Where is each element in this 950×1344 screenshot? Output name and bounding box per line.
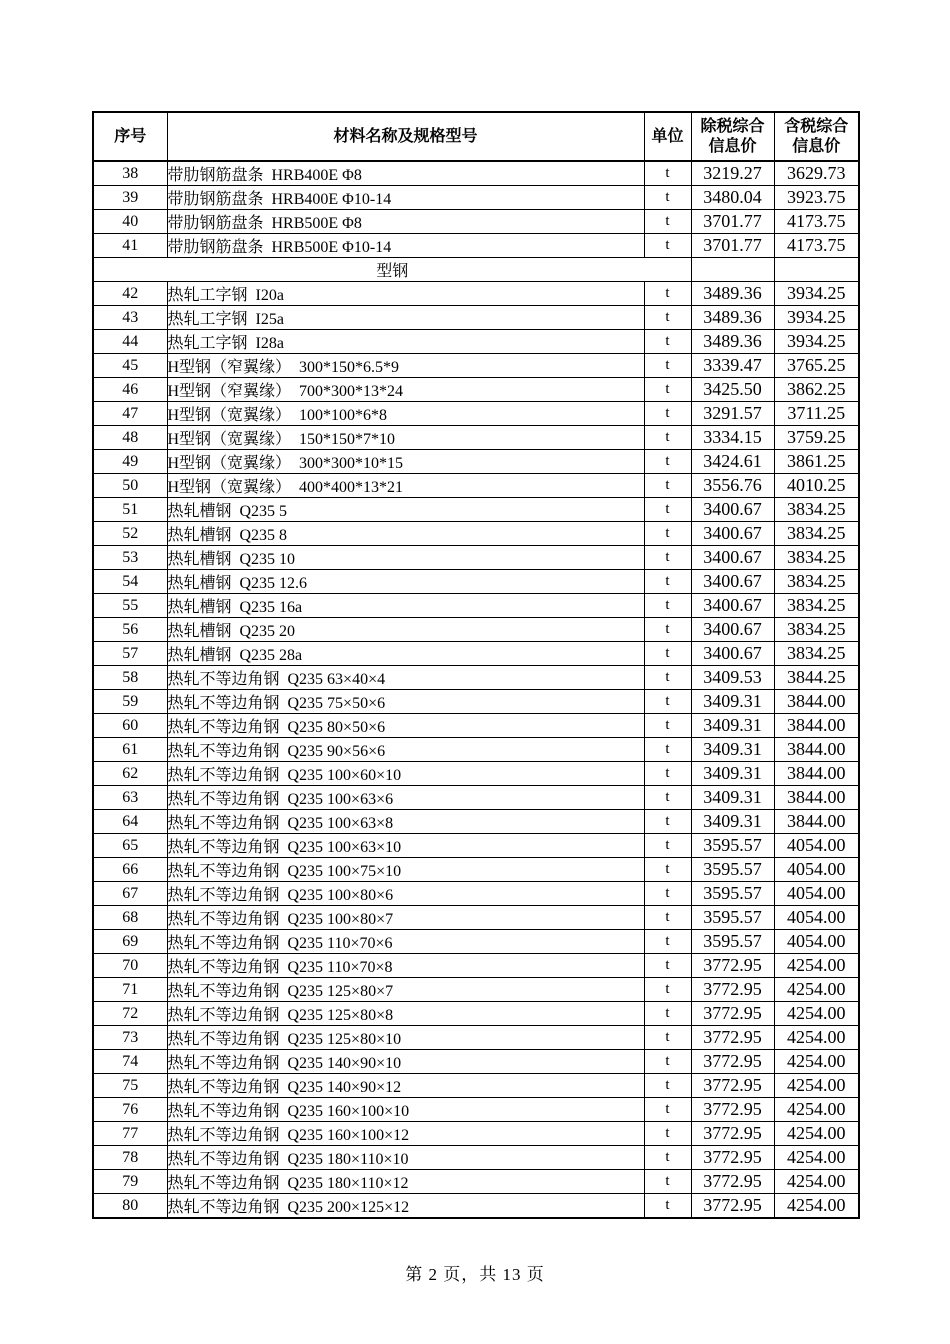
serial-number: 51: [93, 498, 167, 522]
price-excl-tax: 3400.67: [691, 522, 774, 546]
price-incl-tax: 4054.00: [774, 858, 859, 882]
serial-number: 67: [93, 882, 167, 906]
material-name: 热轧不等边角钢 Q235 90×56×6: [167, 738, 644, 762]
serial-number: 46: [93, 378, 167, 402]
price-excl-tax: 3772.95: [691, 1170, 774, 1194]
serial-number: 65: [93, 834, 167, 858]
material-name: 热轧不等边角钢 Q235 100×63×6: [167, 786, 644, 810]
table-row: [93, 666, 859, 690]
material-name: 热轧不等边角钢 Q235 75×50×6: [167, 690, 644, 714]
material-name: H型钢（宽翼缘） 400*400*13*21: [167, 474, 644, 498]
unit: t: [644, 378, 691, 402]
unit: t: [644, 810, 691, 834]
unit: t: [644, 330, 691, 354]
table-row: [93, 810, 859, 834]
unit: t: [644, 402, 691, 426]
serial-number: 64: [93, 810, 167, 834]
price-incl-tax: 4054.00: [774, 882, 859, 906]
price-incl-tax: 4254.00: [774, 1050, 859, 1074]
price-incl-tax: 4254.00: [774, 1074, 859, 1098]
unit: t: [644, 450, 691, 474]
table-row: [93, 1026, 859, 1050]
price-excl-tax: 3772.95: [691, 954, 774, 978]
unit: t: [644, 498, 691, 522]
price-excl-tax: 3291.57: [691, 402, 774, 426]
price-incl-tax: 4254.00: [774, 1170, 859, 1194]
table-row: [93, 354, 859, 378]
material-name: 热轧不等边角钢 Q235 63×40×4: [167, 666, 644, 690]
material-name: 热轧槽钢 Q235 5: [167, 498, 644, 522]
material-name: H型钢（宽翼缘） 300*300*10*15: [167, 450, 644, 474]
table-row: [93, 426, 859, 450]
unit: t: [644, 306, 691, 330]
table-row: [93, 978, 859, 1002]
material-name: 热轧槽钢 Q235 28a: [167, 642, 644, 666]
price-excl-tax: 3701.77: [691, 210, 774, 234]
price-excl-tax: 3480.04: [691, 186, 774, 210]
serial-number: 62: [93, 762, 167, 786]
serial-number: 43: [93, 306, 167, 330]
price-incl-tax: 3844.00: [774, 786, 859, 810]
price-incl-tax: 3834.25: [774, 498, 859, 522]
material-name: 热轧槽钢 Q235 8: [167, 522, 644, 546]
price-incl-tax: 4254.00: [774, 1194, 859, 1219]
material-name: 热轧槽钢 Q235 10: [167, 546, 644, 570]
unit: t: [644, 978, 691, 1002]
serial-number: 42: [93, 282, 167, 306]
table-row: [93, 1170, 859, 1194]
unit: t: [644, 642, 691, 666]
table-row: [93, 402, 859, 426]
material-name: 热轧不等边角钢 Q235 200×125×12: [167, 1194, 644, 1219]
section-label: 型钢: [93, 258, 691, 282]
material-name: 热轧不等边角钢 Q235 100×60×10: [167, 762, 644, 786]
serial-number: 39: [93, 186, 167, 210]
table-row: [93, 1050, 859, 1074]
serial-number: 47: [93, 402, 167, 426]
price-incl-tax: 4254.00: [774, 978, 859, 1002]
price-incl-tax: 3844.00: [774, 738, 859, 762]
material-name: 热轧不等边角钢 Q235 100×63×8: [167, 810, 644, 834]
serial-number: 73: [93, 1026, 167, 1050]
serial-number: 54: [93, 570, 167, 594]
material-name: 热轧工字钢 I28a: [167, 330, 644, 354]
material-name: 带肋钢筋盘条 HRB500E Φ10-14: [167, 234, 644, 258]
serial-number: 53: [93, 546, 167, 570]
serial-number: 59: [93, 690, 167, 714]
table-row: [93, 786, 859, 810]
material-name: H型钢（宽翼缘） 100*100*6*8: [167, 402, 644, 426]
price-incl-tax: 3844.00: [774, 690, 859, 714]
table-row: [93, 714, 859, 738]
price-incl-tax: 4254.00: [774, 1026, 859, 1050]
serial-number: 55: [93, 594, 167, 618]
serial-number: 72: [93, 1002, 167, 1026]
serial-number: 57: [93, 642, 167, 666]
serial-number: 41: [93, 234, 167, 258]
unit: t: [644, 738, 691, 762]
price-excl-tax: 3334.15: [691, 426, 774, 450]
table-row: [93, 906, 859, 930]
material-name: H型钢（宽翼缘） 150*150*7*10: [167, 426, 644, 450]
serial-number: 75: [93, 1074, 167, 1098]
price-incl-tax: 4254.00: [774, 1122, 859, 1146]
serial-number: 40: [93, 210, 167, 234]
unit: t: [644, 786, 691, 810]
price-incl-tax: 4254.00: [774, 1146, 859, 1170]
material-name: 带肋钢筋盘条 HRB500E Φ8: [167, 210, 644, 234]
table-row: [93, 642, 859, 666]
serial-number: 56: [93, 618, 167, 642]
table-row: [93, 618, 859, 642]
unit: t: [644, 834, 691, 858]
serial-number: 69: [93, 930, 167, 954]
unit: t: [644, 546, 691, 570]
price-incl-tax: 3934.25: [774, 306, 859, 330]
header-unit: 单位: [644, 112, 691, 161]
unit: t: [644, 570, 691, 594]
price-excl-tax: 3772.95: [691, 1074, 774, 1098]
unit: t: [644, 522, 691, 546]
price-incl-tax: 3834.25: [774, 594, 859, 618]
material-name: 带肋钢筋盘条 HRB400E Φ8: [167, 161, 644, 186]
price-excl-tax: 3400.67: [691, 570, 774, 594]
table-row: [93, 450, 859, 474]
serial-number: 60: [93, 714, 167, 738]
unit: t: [644, 906, 691, 930]
table-row: [93, 1122, 859, 1146]
header-price-excl-tax: 除税综合信息价: [691, 112, 774, 161]
material-name: 热轧不等边角钢 Q235 100×75×10: [167, 858, 644, 882]
table-row: [93, 594, 859, 618]
price-excl-tax: 3772.95: [691, 1122, 774, 1146]
price-excl-tax: 3400.67: [691, 546, 774, 570]
price-excl-tax: 3400.67: [691, 642, 774, 666]
unit: t: [644, 1050, 691, 1074]
table-row: [93, 234, 859, 258]
price-incl-tax: 3934.25: [774, 330, 859, 354]
unit: t: [644, 618, 691, 642]
serial-number: 49: [93, 450, 167, 474]
serial-number: 79: [93, 1170, 167, 1194]
serial-number: 80: [93, 1194, 167, 1219]
unit: t: [644, 1074, 691, 1098]
material-name: H型钢（窄翼缘） 700*300*13*24: [167, 378, 644, 402]
price-incl-tax: 3834.25: [774, 522, 859, 546]
price-excl-tax: 3339.47: [691, 354, 774, 378]
price-excl-tax: 3772.95: [691, 978, 774, 1002]
price-excl-tax: 3595.57: [691, 834, 774, 858]
price-excl-tax: 3772.95: [691, 1194, 774, 1219]
price-incl-tax: 4254.00: [774, 1002, 859, 1026]
price-excl-tax: 3489.36: [691, 330, 774, 354]
unit: t: [644, 186, 691, 210]
price-incl-tax: 3844.00: [774, 810, 859, 834]
price-excl-tax: 3409.31: [691, 738, 774, 762]
unit: t: [644, 426, 691, 450]
price-excl-tax: 3409.31: [691, 762, 774, 786]
serial-number: 66: [93, 858, 167, 882]
price-excl-tax: 3400.67: [691, 594, 774, 618]
price-excl-tax: 3400.67: [691, 618, 774, 642]
price-excl-tax: 3219.27: [691, 161, 774, 186]
material-name: H型钢（窄翼缘） 300*150*6.5*9: [167, 354, 644, 378]
material-name: 热轧不等边角钢 Q235 180×110×10: [167, 1146, 644, 1170]
table-row: [93, 690, 859, 714]
unit: t: [644, 882, 691, 906]
price-excl-tax: 3772.95: [691, 1026, 774, 1050]
page-number: 第 2 页，共 13 页: [405, 1265, 545, 1284]
price-excl-tax: 3409.31: [691, 810, 774, 834]
price-excl-tax: 3409.31: [691, 690, 774, 714]
unit: t: [644, 954, 691, 978]
unit: t: [644, 210, 691, 234]
unit: t: [644, 1002, 691, 1026]
price-incl-tax: 3844.00: [774, 762, 859, 786]
table-header-row: [93, 112, 859, 161]
price-incl-tax: 3934.25: [774, 282, 859, 306]
table-row: [93, 1146, 859, 1170]
price-incl-tax: 4173.75: [774, 234, 859, 258]
table-row: [93, 1002, 859, 1026]
price-incl-tax: 4010.25: [774, 474, 859, 498]
material-name: 热轧不等边角钢 Q235 180×110×12: [167, 1170, 644, 1194]
header-serial-number: 序号: [93, 112, 167, 161]
price-excl-tax: 3400.67: [691, 498, 774, 522]
table-row: [93, 954, 859, 978]
serial-number: 50: [93, 474, 167, 498]
unit: t: [644, 1146, 691, 1170]
price-incl-tax: 3834.25: [774, 642, 859, 666]
table-row: [93, 498, 859, 522]
material-name: 热轧不等边角钢 Q235 125×80×8: [167, 1002, 644, 1026]
price-excl-tax: 3489.36: [691, 282, 774, 306]
table-row: [93, 282, 859, 306]
unit: t: [644, 1194, 691, 1219]
price-excl-tax: 3772.95: [691, 1050, 774, 1074]
serial-number: 71: [93, 978, 167, 1002]
material-name: 热轧槽钢 Q235 20: [167, 618, 644, 642]
table-row: [93, 834, 859, 858]
price-excl-tax: 3595.57: [691, 858, 774, 882]
price-excl-tax: 3595.57: [691, 930, 774, 954]
unit: t: [644, 1026, 691, 1050]
serial-number: 63: [93, 786, 167, 810]
unit: t: [644, 762, 691, 786]
table-body: [93, 161, 859, 1218]
price-incl-tax: 3629.73: [774, 161, 859, 186]
table-row: [93, 570, 859, 594]
table-row: [93, 1098, 859, 1122]
price-excl-tax: 3556.76: [691, 474, 774, 498]
table-row: [93, 161, 859, 186]
unit: t: [644, 858, 691, 882]
unit: t: [644, 1098, 691, 1122]
unit: t: [644, 161, 691, 186]
material-name: 热轧不等边角钢 Q235 110×70×8: [167, 954, 644, 978]
serial-number: 44: [93, 330, 167, 354]
material-name: 热轧不等边角钢 Q235 125×80×7: [167, 978, 644, 1002]
unit: t: [644, 714, 691, 738]
unit: t: [644, 690, 691, 714]
price-incl-tax: 3711.25: [774, 402, 859, 426]
material-name: 热轧不等边角钢 Q235 100×63×10: [167, 834, 644, 858]
price-incl-tax: 4054.00: [774, 930, 859, 954]
unit: t: [644, 234, 691, 258]
price-incl-tax: 3834.25: [774, 546, 859, 570]
serial-number: 74: [93, 1050, 167, 1074]
price-excl-tax: 3489.36: [691, 306, 774, 330]
price-incl-tax: 3844.25: [774, 666, 859, 690]
table-row: [93, 1074, 859, 1098]
serial-number: 48: [93, 426, 167, 450]
serial-number: 70: [93, 954, 167, 978]
material-name: 热轧不等边角钢 Q235 160×100×12: [167, 1122, 644, 1146]
serial-number: 52: [93, 522, 167, 546]
unit: t: [644, 1170, 691, 1194]
table-row: [93, 330, 859, 354]
unit: t: [644, 666, 691, 690]
material-name: 带肋钢筋盘条 HRB400E Φ10-14: [167, 186, 644, 210]
price-incl-tax: 4254.00: [774, 1098, 859, 1122]
serial-number: 68: [93, 906, 167, 930]
table-row: [93, 546, 859, 570]
price-incl-tax: 3834.25: [774, 570, 859, 594]
table-row: [93, 306, 859, 330]
table-row: [93, 858, 859, 882]
section-row: [93, 258, 859, 282]
table-row: [93, 522, 859, 546]
serial-number: 76: [93, 1098, 167, 1122]
price-excl-tax: 3772.95: [691, 1002, 774, 1026]
header-material-name: 材料名称及规格型号: [167, 112, 644, 161]
unit: t: [644, 930, 691, 954]
material-name: 热轧工字钢 I20a: [167, 282, 644, 306]
price-incl-tax: 3759.25: [774, 426, 859, 450]
price-incl-tax-empty: [774, 258, 859, 282]
unit: t: [644, 354, 691, 378]
table-row: [93, 186, 859, 210]
price-excl-tax: 3772.95: [691, 1098, 774, 1122]
serial-number: 77: [93, 1122, 167, 1146]
material-name: 热轧不等边角钢 Q235 80×50×6: [167, 714, 644, 738]
unit: t: [644, 594, 691, 618]
material-name: 热轧不等边角钢 Q235 125×80×10: [167, 1026, 644, 1050]
table-row: [93, 930, 859, 954]
table-row: [93, 474, 859, 498]
unit: t: [644, 474, 691, 498]
table-row: [93, 738, 859, 762]
price-incl-tax: 3862.25: [774, 378, 859, 402]
material-name: 热轧工字钢 I25a: [167, 306, 644, 330]
material-name: 热轧不等边角钢 Q235 140×90×10: [167, 1050, 644, 1074]
header-price-incl-tax: 含税综合信息价: [774, 112, 859, 161]
serial-number: 38: [93, 161, 167, 186]
price-excl-tax: 3409.31: [691, 714, 774, 738]
table-row: [93, 378, 859, 402]
price-excl-tax-empty: [691, 258, 774, 282]
price-incl-tax: 4254.00: [774, 954, 859, 978]
price-incl-tax: 4173.75: [774, 210, 859, 234]
price-excl-tax: 3772.95: [691, 1146, 774, 1170]
serial-number: 78: [93, 1146, 167, 1170]
serial-number: 61: [93, 738, 167, 762]
price-incl-tax: 4054.00: [774, 834, 859, 858]
price-incl-tax: 4054.00: [774, 906, 859, 930]
price-incl-tax: 3834.25: [774, 618, 859, 642]
unit: t: [644, 1122, 691, 1146]
price-incl-tax: 3844.00: [774, 714, 859, 738]
price-incl-tax: 3861.25: [774, 450, 859, 474]
material-name: 热轧不等边角钢 Q235 110×70×6: [167, 930, 644, 954]
table-row: [93, 1194, 859, 1219]
table-row: [93, 882, 859, 906]
price-excl-tax: 3425.50: [691, 378, 774, 402]
table-row: [93, 210, 859, 234]
price-excl-tax: 3409.53: [691, 666, 774, 690]
material-name: 热轧不等边角钢 Q235 100×80×7: [167, 906, 644, 930]
price-excl-tax: 3409.31: [691, 786, 774, 810]
material-name: 热轧不等边角钢 Q235 100×80×6: [167, 882, 644, 906]
price-excl-tax: 3595.57: [691, 882, 774, 906]
serial-number: 45: [93, 354, 167, 378]
material-name: 热轧槽钢 Q235 16a: [167, 594, 644, 618]
price-incl-tax: 3765.25: [774, 354, 859, 378]
material-price-table: [92, 111, 860, 1219]
price-excl-tax: 3595.57: [691, 906, 774, 930]
unit: t: [644, 282, 691, 306]
material-name: 热轧不等边角钢 Q235 140×90×12: [167, 1074, 644, 1098]
price-excl-tax: 3424.61: [691, 450, 774, 474]
table-row: [93, 762, 859, 786]
material-name: 热轧不等边角钢 Q235 160×100×10: [167, 1098, 644, 1122]
price-excl-tax: 3701.77: [691, 234, 774, 258]
material-name: 热轧槽钢 Q235 12.6: [167, 570, 644, 594]
serial-number: 58: [93, 666, 167, 690]
price-incl-tax: 3923.75: [774, 186, 859, 210]
